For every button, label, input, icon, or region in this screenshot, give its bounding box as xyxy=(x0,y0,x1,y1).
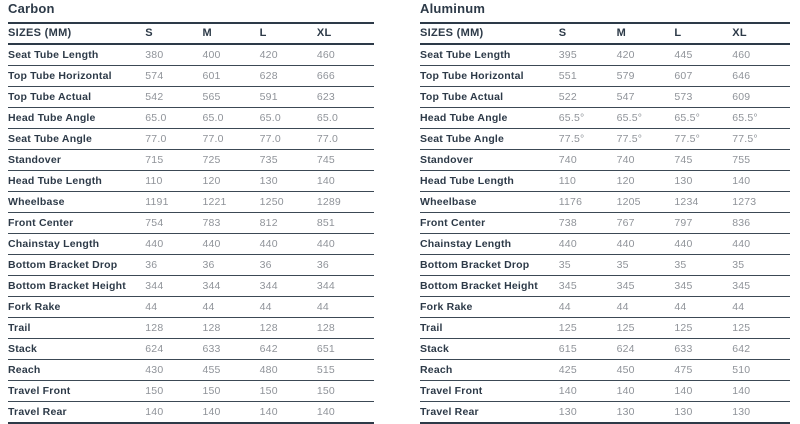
header-row xyxy=(8,23,374,44)
column-header-xl: XL xyxy=(732,23,790,44)
value-cell: 783 xyxy=(202,216,221,229)
table-row xyxy=(8,297,374,318)
row-label: Bottom Bracket Height xyxy=(420,279,538,292)
value-cell: 440 xyxy=(732,237,751,250)
value-cell: 44 xyxy=(202,300,215,313)
value-cell: 150 xyxy=(202,384,221,397)
value-cell: 380 xyxy=(145,48,164,61)
row-label: Seat Tube Angle xyxy=(8,132,93,145)
value-cell: 140 xyxy=(558,384,577,397)
row-label: Travel Rear xyxy=(8,405,67,418)
value-cell: 573 xyxy=(674,90,693,103)
carbon-table-title: Carbon xyxy=(8,1,55,16)
row-label: Travel Front xyxy=(420,384,483,397)
value-cell: 35 xyxy=(616,258,629,271)
value-cell: 44 xyxy=(259,300,272,313)
value-cell: 1221 xyxy=(202,195,227,208)
value-cell: 65.0 xyxy=(316,111,339,124)
value-cell: 812 xyxy=(259,216,278,229)
row-label: Wheelbase xyxy=(8,195,65,208)
value-cell: 125 xyxy=(558,321,577,334)
table-row xyxy=(420,192,790,213)
header-row xyxy=(420,23,790,44)
carbon-geometry-table xyxy=(8,22,374,424)
row-label: Standover xyxy=(420,153,474,166)
value-cell: 77.5° xyxy=(616,132,643,145)
value-cell: 510 xyxy=(732,363,751,376)
value-cell: 738 xyxy=(558,216,577,229)
value-cell: 440 xyxy=(145,237,164,250)
value-cell: 77.0 xyxy=(259,132,281,145)
value-cell: 150 xyxy=(259,384,278,397)
value-cell: 345 xyxy=(616,279,635,292)
column-header-sizes: SIZES (MM) xyxy=(420,23,559,44)
column-header-sizes: SIZES (MM) xyxy=(8,23,145,44)
row-label: Seat Tube Length xyxy=(8,48,99,61)
value-cell: 666 xyxy=(316,69,335,82)
value-cell: 735 xyxy=(259,153,278,166)
value-cell: 591 xyxy=(259,90,278,103)
table-row xyxy=(420,213,790,234)
row-label: Bottom Bracket Height xyxy=(8,279,126,292)
value-cell: 120 xyxy=(616,174,635,187)
value-cell: 44 xyxy=(316,300,329,313)
value-cell: 65.5° xyxy=(732,111,758,124)
table-row xyxy=(420,297,790,318)
value-cell: 624 xyxy=(145,342,164,355)
row-label: Chainstay Length xyxy=(8,237,100,250)
value-cell: 1191 xyxy=(145,195,169,208)
aluminum-geometry-table xyxy=(420,22,790,424)
value-cell: 745 xyxy=(674,153,693,166)
row-label: Bottom Bracket Drop xyxy=(8,258,118,271)
aluminum-table-body xyxy=(420,44,790,423)
value-cell: 450 xyxy=(616,363,635,376)
column-header-m: M xyxy=(617,23,675,44)
table-row xyxy=(8,171,374,192)
value-cell: 140 xyxy=(316,405,335,418)
table-row xyxy=(8,360,374,381)
value-cell: 150 xyxy=(316,384,335,397)
value-cell: 128 xyxy=(202,321,221,334)
value-cell: 1176 xyxy=(558,195,583,208)
table-row xyxy=(420,234,790,255)
column-header-m: M xyxy=(202,23,259,44)
table-row xyxy=(8,108,374,129)
column-header-s: S xyxy=(145,23,202,44)
value-cell: 607 xyxy=(674,69,693,82)
value-cell: 609 xyxy=(732,90,751,103)
table-row xyxy=(8,87,374,108)
value-cell: 430 xyxy=(145,363,164,376)
table-row xyxy=(8,318,374,339)
value-cell: 1250 xyxy=(259,195,284,208)
value-cell: 480 xyxy=(259,363,278,376)
value-cell: 395 xyxy=(558,48,577,61)
row-label: Front Center xyxy=(420,216,486,229)
value-cell: 574 xyxy=(145,69,164,82)
table-row xyxy=(8,402,374,424)
value-cell: 130 xyxy=(616,405,635,418)
value-cell: 547 xyxy=(616,90,635,103)
value-cell: 851 xyxy=(316,216,335,229)
value-cell: 77.0 xyxy=(202,132,224,145)
value-cell: 1234 xyxy=(674,195,699,208)
row-label: Wheelbase xyxy=(420,195,477,208)
value-cell: 400 xyxy=(202,48,221,61)
value-cell: 65.5° xyxy=(674,111,701,124)
row-label: Top Tube Actual xyxy=(420,90,504,103)
value-cell: 344 xyxy=(259,279,278,292)
row-label: Front Center xyxy=(8,216,74,229)
value-cell: 551 xyxy=(558,69,577,82)
value-cell: 65.0 xyxy=(145,111,167,124)
row-label: Fork Rake xyxy=(420,300,473,313)
row-label: Stack xyxy=(420,342,450,355)
table-row xyxy=(420,339,790,360)
table-row xyxy=(8,234,374,255)
value-cell: 642 xyxy=(259,342,278,355)
value-cell: 35 xyxy=(674,258,687,271)
value-cell: 120 xyxy=(202,174,221,187)
row-label: Top Tube Actual xyxy=(8,90,92,103)
value-cell: 440 xyxy=(316,237,335,250)
value-cell: 1273 xyxy=(732,195,757,208)
row-label: Standover xyxy=(8,153,62,166)
value-cell: 601 xyxy=(202,69,221,82)
table-row xyxy=(420,129,790,150)
value-cell: 344 xyxy=(145,279,164,292)
row-label: Reach xyxy=(420,363,453,376)
table-row xyxy=(8,381,374,402)
value-cell: 579 xyxy=(616,69,635,82)
value-cell: 140 xyxy=(145,405,164,418)
value-cell: 542 xyxy=(145,90,164,103)
value-cell: 755 xyxy=(732,153,751,166)
table-row xyxy=(420,87,790,108)
value-cell: 344 xyxy=(316,279,335,292)
table-row xyxy=(420,44,790,66)
value-cell: 65.5° xyxy=(558,111,585,124)
value-cell: 745 xyxy=(316,153,335,166)
value-cell: 522 xyxy=(558,90,577,103)
value-cell: 65.0 xyxy=(202,111,224,124)
value-cell: 740 xyxy=(558,153,577,166)
row-label: Travel Front xyxy=(8,384,71,397)
row-label: Seat Tube Angle xyxy=(420,132,505,145)
table-row xyxy=(420,276,790,297)
row-label: Stack xyxy=(8,342,38,355)
value-cell: 646 xyxy=(732,69,751,82)
row-label: Seat Tube Length xyxy=(420,48,511,61)
value-cell: 797 xyxy=(674,216,693,229)
table-row xyxy=(8,255,374,276)
value-cell: 420 xyxy=(616,48,635,61)
value-cell: 140 xyxy=(316,174,335,187)
table-row xyxy=(420,150,790,171)
value-cell: 36 xyxy=(316,258,329,271)
value-cell: 440 xyxy=(616,237,635,250)
value-cell: 110 xyxy=(145,174,163,187)
value-cell: 44 xyxy=(732,300,745,313)
value-cell: 125 xyxy=(674,321,693,334)
column-header-l: L xyxy=(674,23,732,44)
value-cell: 44 xyxy=(674,300,687,313)
table-row xyxy=(8,192,374,213)
table-row xyxy=(420,318,790,339)
table-row xyxy=(8,44,374,66)
carbon-table-body xyxy=(8,44,374,423)
value-cell: 440 xyxy=(558,237,577,250)
value-cell: 65.0 xyxy=(259,111,281,124)
value-cell: 35 xyxy=(558,258,571,271)
table-row xyxy=(8,213,374,234)
row-label: Top Tube Horizontal xyxy=(420,69,524,82)
value-cell: 836 xyxy=(732,216,751,229)
row-label: Head Tube Length xyxy=(8,174,103,187)
value-cell: 445 xyxy=(674,48,693,61)
value-cell: 130 xyxy=(674,174,693,187)
table-row xyxy=(420,402,790,424)
value-cell: 130 xyxy=(732,405,751,418)
row-label: Trail xyxy=(420,321,443,334)
value-cell: 455 xyxy=(202,363,221,376)
value-cell: 128 xyxy=(145,321,164,334)
row-label: Head Tube Angle xyxy=(8,111,96,124)
value-cell: 77.0 xyxy=(145,132,167,145)
value-cell: 130 xyxy=(558,405,577,418)
value-cell: 1289 xyxy=(316,195,341,208)
table-row xyxy=(420,171,790,192)
value-cell: 128 xyxy=(316,321,335,334)
value-cell: 345 xyxy=(732,279,751,292)
value-cell: 420 xyxy=(259,48,278,61)
value-cell: 740 xyxy=(616,153,635,166)
table-row xyxy=(8,276,374,297)
table-row xyxy=(8,150,374,171)
value-cell: 130 xyxy=(259,174,278,187)
value-cell: 128 xyxy=(259,321,278,334)
row-label: Fork Rake xyxy=(8,300,61,313)
value-cell: 77.5° xyxy=(674,132,701,145)
value-cell: 633 xyxy=(202,342,221,355)
value-cell: 77.0 xyxy=(316,132,339,145)
row-label: Chainstay Length xyxy=(420,237,512,250)
value-cell: 125 xyxy=(732,321,751,334)
value-cell: 440 xyxy=(259,237,278,250)
value-cell: 725 xyxy=(202,153,221,166)
value-cell: 440 xyxy=(202,237,221,250)
value-cell: 460 xyxy=(732,48,751,61)
value-cell: 754 xyxy=(145,216,164,229)
value-cell: 642 xyxy=(732,342,751,355)
value-cell: 140 xyxy=(732,174,751,187)
value-cell: 140 xyxy=(732,384,751,397)
value-cell: 140 xyxy=(616,384,635,397)
value-cell: 345 xyxy=(674,279,693,292)
value-cell: 345 xyxy=(558,279,577,292)
value-cell: 615 xyxy=(558,342,577,355)
value-cell: 440 xyxy=(674,237,693,250)
row-label: Top Tube Horizontal xyxy=(8,69,112,82)
value-cell: 35 xyxy=(732,258,745,271)
value-cell: 150 xyxy=(145,384,164,397)
value-cell: 125 xyxy=(616,321,635,334)
value-cell: 65.5° xyxy=(616,111,643,124)
row-label: Reach xyxy=(8,363,41,376)
value-cell: 140 xyxy=(259,405,278,418)
value-cell: 44 xyxy=(558,300,571,313)
row-label: Trail xyxy=(8,321,31,334)
row-label: Head Tube Angle xyxy=(420,111,508,124)
aluminum-table-title: Aluminum xyxy=(420,1,486,16)
aluminum-spec-table xyxy=(420,2,790,424)
value-cell: 425 xyxy=(558,363,577,376)
value-cell: 767 xyxy=(616,216,635,229)
table-row xyxy=(420,66,790,87)
value-cell: 623 xyxy=(316,90,335,103)
value-cell: 624 xyxy=(616,342,635,355)
value-cell: 628 xyxy=(259,69,278,82)
column-header-s: S xyxy=(559,23,617,44)
value-cell: 140 xyxy=(202,405,221,418)
value-cell: 460 xyxy=(316,48,335,61)
table-row xyxy=(8,129,374,150)
value-cell: 651 xyxy=(316,342,335,355)
value-cell: 475 xyxy=(674,363,693,376)
table-row xyxy=(420,381,790,402)
column-header-xl: XL xyxy=(317,23,374,44)
value-cell: 715 xyxy=(145,153,164,166)
value-cell: 36 xyxy=(259,258,272,271)
value-cell: 130 xyxy=(674,405,693,418)
table-row xyxy=(420,360,790,381)
value-cell: 1205 xyxy=(616,195,641,208)
value-cell: 77.5° xyxy=(732,132,758,145)
value-cell: 515 xyxy=(316,363,335,376)
value-cell: 36 xyxy=(202,258,215,271)
row-label: Bottom Bracket Drop xyxy=(420,258,530,271)
row-label: Travel Rear xyxy=(420,405,479,418)
table-row xyxy=(420,255,790,276)
value-cell: 44 xyxy=(145,300,158,313)
table-row xyxy=(420,108,790,129)
table-row xyxy=(8,339,374,360)
carbon-spec-table xyxy=(8,2,374,424)
column-header-l: L xyxy=(260,23,317,44)
value-cell: 110 xyxy=(558,174,577,187)
row-label: Head Tube Length xyxy=(420,174,515,187)
value-cell: 77.5° xyxy=(558,132,585,145)
value-cell: 565 xyxy=(202,90,221,103)
value-cell: 140 xyxy=(674,384,693,397)
value-cell: 344 xyxy=(202,279,221,292)
value-cell: 44 xyxy=(616,300,629,313)
value-cell: 633 xyxy=(674,342,693,355)
table-row xyxy=(8,66,374,87)
value-cell: 36 xyxy=(145,258,158,271)
